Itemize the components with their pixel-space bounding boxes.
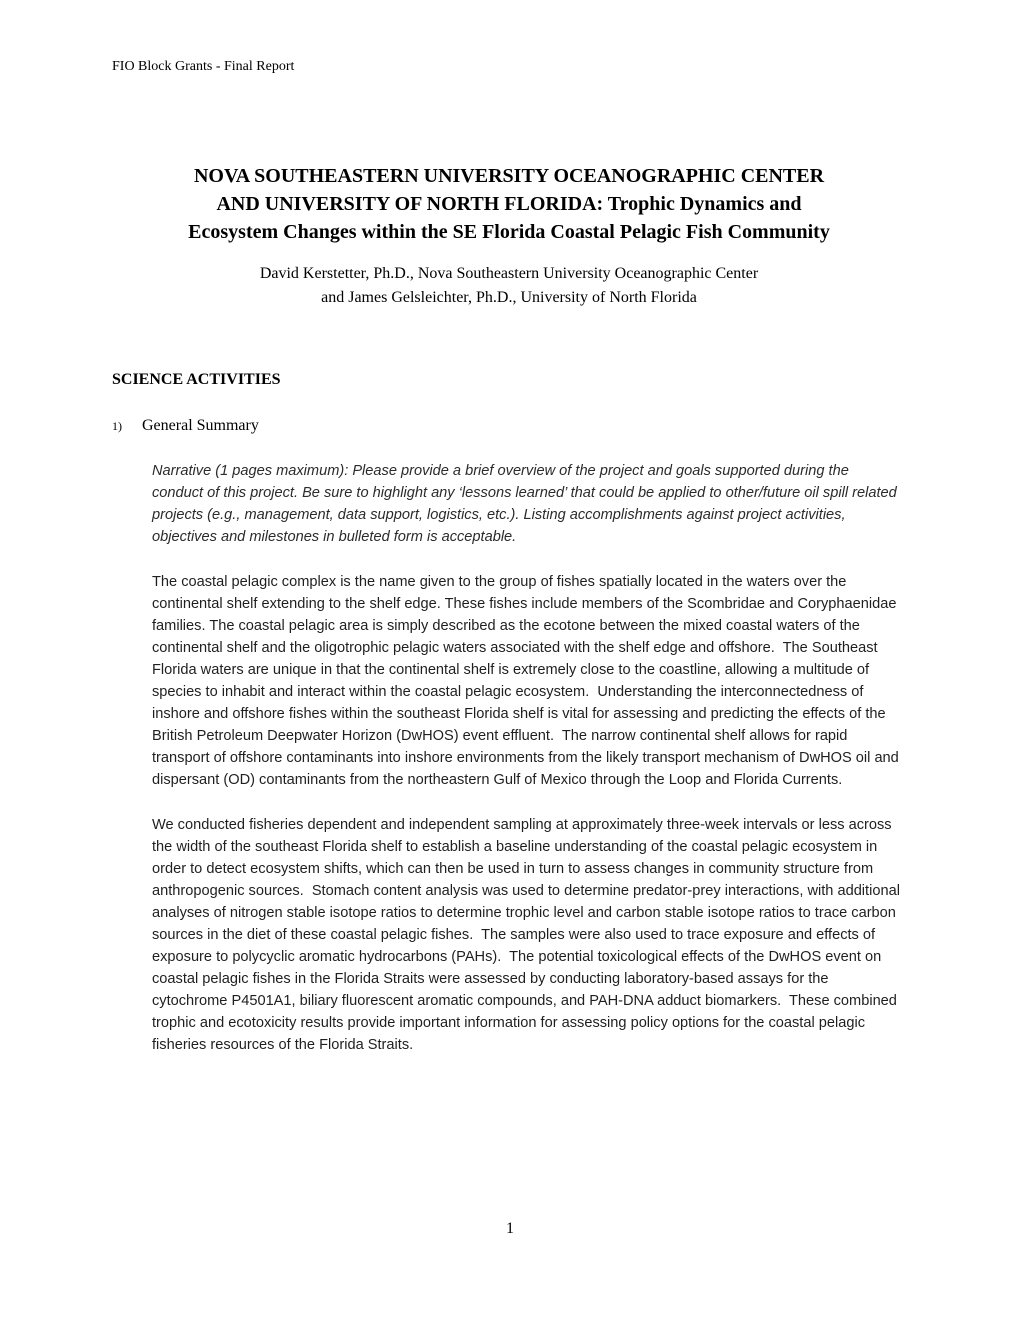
report-header: FIO Block Grants - Final Report xyxy=(112,59,295,74)
narrative-paragraph: Narrative (1 pages maximum): Please provide a brief overview of the project and goals supported during the conduct of this project. Be sure to highlight any ‘lessons learned’ that could be applied to other/future oil spill related projects (e.g., management, data support, logistics, etc.). Listing accomplishments against project activities, objectives and milestones in bulleted form is acceptable. xyxy=(152,463,901,545)
list-item-title: General Summary xyxy=(142,417,259,434)
body-paragraph-1: The coastal pelagic complex is the name given to the group of fishes spatially located in the waters over the continental shelf extending to the shelf edge. These fishes include members of the Scombridae and Coryphaenidae families. The coastal pelagic area is simply described as the ecotone between the mixed coastal waters of the continental shelf and the oligotrophic pelagic waters associated with the shelf edge and offshore. The Southeast Florida waters are unique in that the continental shelf is extremely close to the coastline, allowing a multitude of species to inhabit and interact within the coastal pelagic ecosystem. Understanding the interconnectedness of inshore and offshore fishes within the southeast Florida shelf is vital for assessing and predicting the effects of the British Petroleum Deepwater Horizon (DwHOS) event effluent. The narrow continental shelf allows for rapid transport of offshore contaminants into inshore environments from the likely transport mechanism of DwHOS oil and dispersant (OD) contaminants from the northeastern Gulf of Mexico through the Loop and Florida Currents. xyxy=(152,574,903,788)
authors-line: and James Gelsleichter, Ph.D., University of North Florida xyxy=(321,289,697,306)
document-title-line: AND UNIVERSITY OF NORTH FLORIDA: Trophic Dynamics and xyxy=(216,193,802,215)
document-title xyxy=(112,162,906,246)
list-item-general-summary xyxy=(112,416,906,436)
authors-block xyxy=(112,262,906,310)
authors-line: David Kerstetter, Ph.D., Nova Southeastern University Oceanographic Center xyxy=(259,265,759,282)
section-heading: SCIENCE ACTIVITIES xyxy=(112,371,281,388)
body-paragraph-2: We conducted fisheries dependent and independent sampling at approximately three-week intervals or less across the width of the southeast Florida shelf to establish a baseline understanding of the coastal pelagic ecosystem in order to detect ecosystem shifts, which can then be used in turn to assess changes in community structure from anthropogenic sources. Stomach content analysis was used to determine predator-prey interactions, with additional analyses of nitrogen stable isotope ratios to determine trophic level and carbon stable isotope ratios to trace carbon sources in the diet of these coastal pelagic fishes. The samples were also used to trace exposure and effects of exposure to polycyclic aromatic hydrocarbons (PAHs). The potential toxicological effects of the DwHOS event on coastal pelagic fishes in the Florida Straits were assessed by conducting laboratory-based assays for the cytochrome P4501A1, biliary fluorescent aromatic compounds, and PAH-DNA adduct biomarkers. These combined trophic and ecotoxicity results provide important information for assessing policy options for the coastal pelagic fisheries resources of the Florida Straits. xyxy=(152,817,904,1053)
document-title-line: NOVA SOUTHEASTERN UNIVERSITY OCEANOGRAPHIC CENTER xyxy=(193,165,825,187)
list-number: 1) xyxy=(112,419,122,433)
page-number: 1 xyxy=(506,1220,514,1237)
document-title-line: Ecosystem Changes within the SE Florida Coastal Pelagic Fish Community xyxy=(188,221,830,243)
